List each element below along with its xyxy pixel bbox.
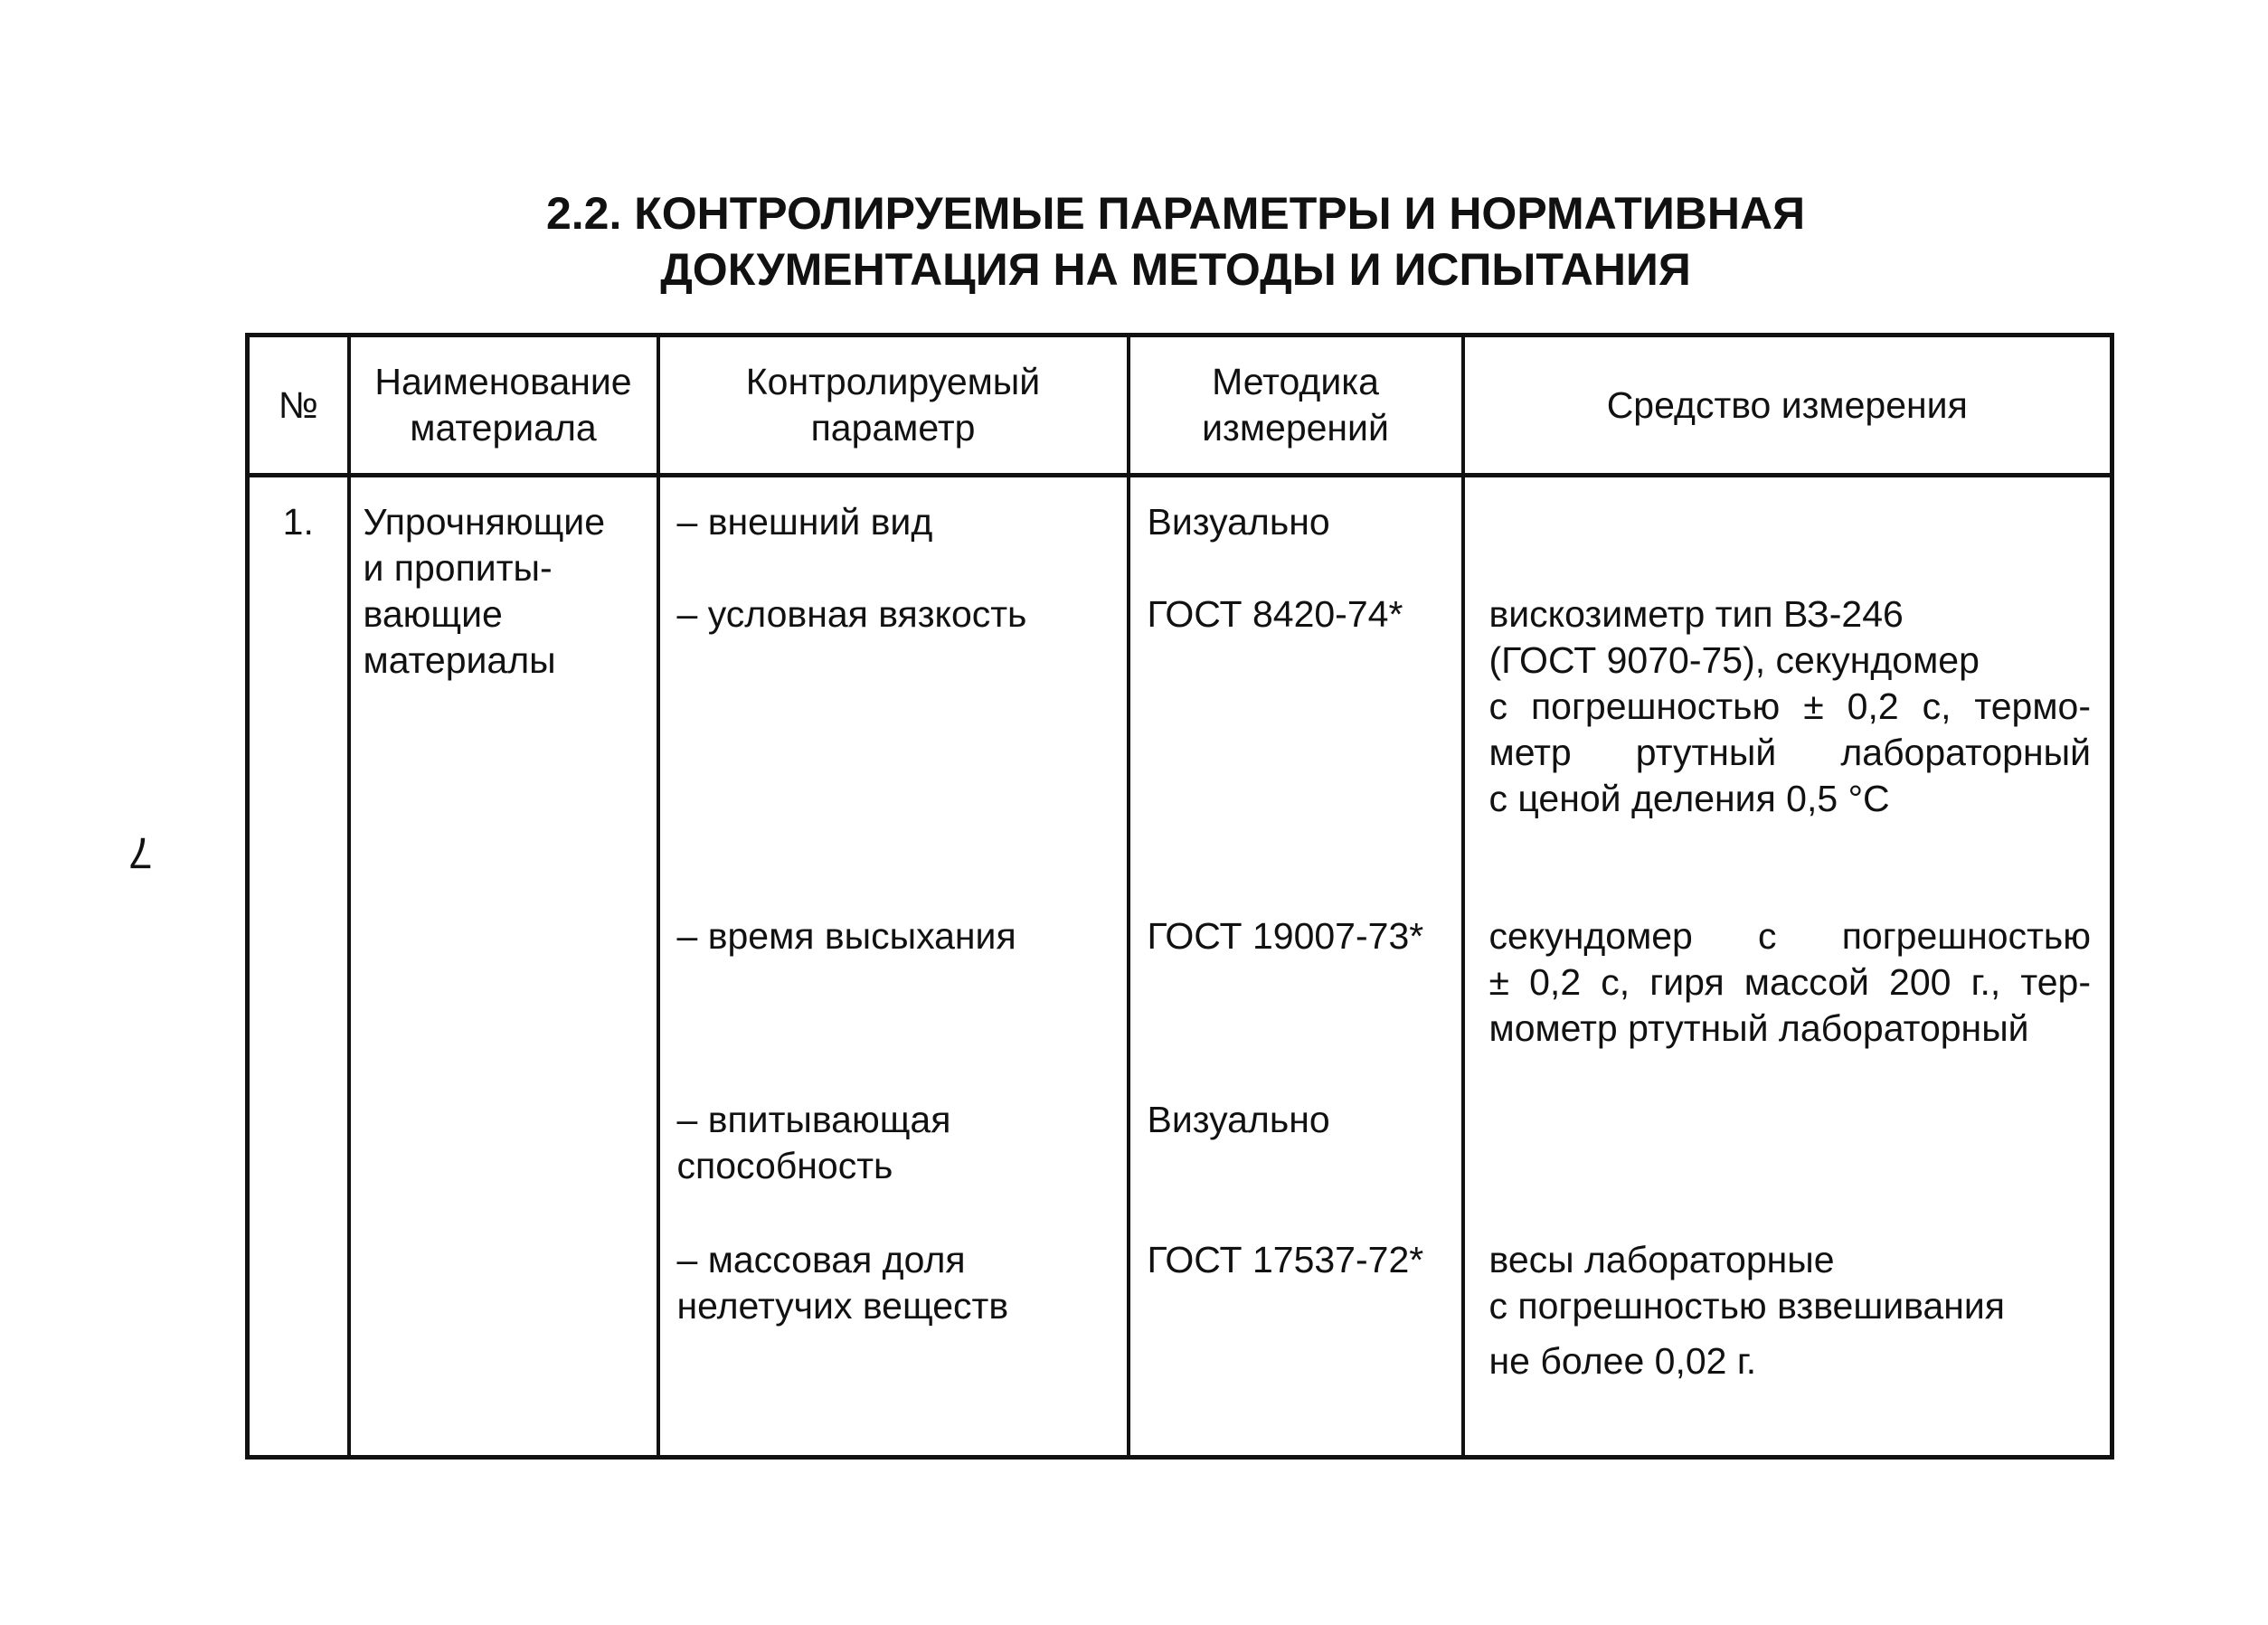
parameter-item	[661, 591, 1126, 913]
parameter-item	[661, 1097, 1126, 1237]
header-material: Наименование материала	[349, 335, 658, 476]
parameters-table	[245, 333, 2114, 1460]
method-item: Визуально	[1147, 501, 1330, 543]
document-title	[0, 185, 2268, 298]
row-number: 1.	[282, 501, 314, 543]
material-line: и пропиты-	[363, 547, 553, 589]
page-number: 7	[128, 828, 153, 876]
parameter-line: – внешний вид	[676, 501, 933, 543]
instrument-line: ± 0,2 с, гиря массой 200 г., тер-	[1488, 961, 2091, 1003]
table-header-row	[248, 335, 2112, 476]
method-item: Визуально	[1147, 1099, 1330, 1140]
instrument-line: вискозиметр тип ВЗ-246	[1488, 593, 1904, 635]
parameter-line: – время высыхания	[676, 915, 1016, 957]
instrument-item	[1466, 1237, 2110, 1384]
title-line-1: 2.2. КОНТРОЛИРУЕМЫЕ ПАРАМЕТРЫ И НОРМАТИВНАЯ	[545, 188, 1806, 239]
table-row	[248, 476, 2112, 1458]
header-method: Методика измерений	[1129, 335, 1463, 476]
method-item: ГОСТ 19007-73*	[1147, 915, 1424, 957]
instrument-line: с ценой деления 0,5 °С	[1488, 778, 1890, 819]
instrument-line: метр ртутный лабораторный	[1488, 732, 2091, 773]
instrument-item-empty	[1466, 499, 2110, 591]
parameter-cell	[658, 476, 1129, 1458]
material-cell	[349, 476, 658, 1458]
instrument-item	[1466, 591, 2110, 913]
parameter-item	[661, 913, 1126, 1097]
parameter-item	[661, 499, 1126, 591]
material-line: Упрочняющие	[363, 501, 606, 543]
parameter-line: нелетучих веществ	[676, 1285, 1009, 1327]
instrument-line: (ГОСТ 9070-75), секундомер	[1488, 639, 1980, 681]
parameter-line: – впитывающая	[676, 1099, 951, 1140]
instrument-item-empty	[1466, 1097, 2110, 1237]
instrument-cell	[1463, 476, 2112, 1458]
instrument-item	[1466, 913, 2110, 1097]
row-num-cell	[248, 476, 349, 1458]
instrument-line: с погрешностью ± 0,2 с, термо-	[1488, 685, 2091, 727]
instrument-line: не более 0,02 г.	[1488, 1340, 1757, 1382]
method-item: ГОСТ 17537-72*	[1147, 1239, 1424, 1280]
method-item: ГОСТ 8420-74*	[1147, 593, 1403, 635]
instrument-line: мометр ртутный лабораторный	[1488, 1007, 2029, 1049]
method-cell	[1129, 476, 1463, 1458]
header-parameter: Контролируемый параметр	[658, 335, 1129, 476]
parameter-line: способность	[676, 1145, 893, 1186]
parameter-line: – массовая доля	[676, 1239, 966, 1280]
header-instrument: Средство измерения	[1463, 335, 2112, 476]
title-line-2: ДОКУМЕНТАЦИЯ НА МЕТОДЫ И ИСПЫТАНИЯ	[660, 244, 1691, 295]
material-line: вающие	[363, 593, 503, 635]
parameter-item	[661, 1237, 1126, 1329]
header-num: №	[248, 335, 349, 476]
material-line: материалы	[363, 639, 556, 681]
parameter-line: – условная вязкость	[676, 593, 1027, 635]
instrument-line: секундомер с погрешностью	[1488, 915, 2091, 957]
instrument-line: весы лабораторные	[1488, 1239, 1835, 1280]
instrument-line: с погрешностью взвешивания	[1488, 1285, 2005, 1327]
